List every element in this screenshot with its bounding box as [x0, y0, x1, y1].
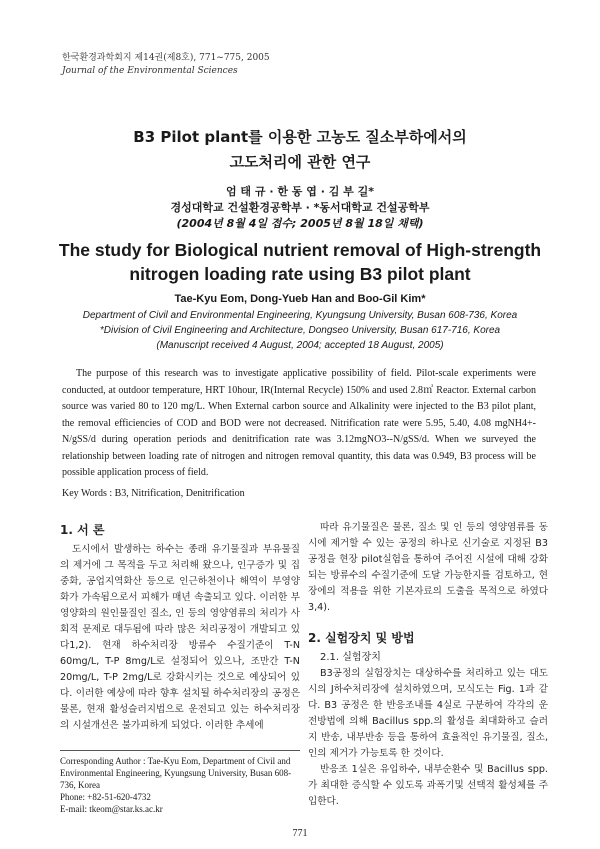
english-authors: Tae-Kyu Eom, Dong-Yueb Han and Boo-Gil Kim*	[174, 293, 426, 305]
english-received-date: (Manuscript received 4 August, 2004; accepted 18 August, 2005)	[156, 340, 444, 351]
journal-header	[62, 52, 270, 78]
section-1-text: 도시에서 발생하는 하수는 종래 유기물질과 부유물질의 제거에 그 목적을 두고 처리해 왔으나, 인구증가 및 집중화, 공업지역화산 등으로 인근하천이나 해역이 부영양화가 가속됨으로서 피해가 매년 속출되고 있다. 이러한 부영양화의 원인물질인 질소, 인 등의 영양염류의 처리가 사회적 문제로 대두됨에 따라 많은 처리공정이 개발되고 있다1,2). 현재 하수처리장 방류수 수질기준이 T-N 60mg/L, T-P 8mg/L로 설정되어 있으나, 조만간 T-N 20mg/L, T-P 2mg/L로 강화시키는 것으로 예상되어 있다. 이러한 예상에 따라 향후 설치될 하수처리장의 공정은 물론, 현재 활성슬러지법으로 운전되고 있는 하수처리장의 시설개선은 불가피하게 되었다. 이러한 추세에	[60, 544, 300, 731]
footnote-phone: Phone: +82-51-620-4732	[60, 792, 151, 802]
english-title-line-1: The study for Biological nutrient removal of High-strength	[58, 240, 542, 260]
korean-title-line-2: 고도처리에 관한 연구	[229, 153, 371, 171]
korean-author-block	[40, 184, 560, 232]
intro-continuation: 따라 유기물질은 물론, 질소 및 인 등의 영양염류를 동시에 제거할 수 있는 공정의 하나로 신기술로 지정된 B3 공정을 현장 pilot실험을 통하여 주어진 시설에 대해 강화되는 방류수의 수질기준에 도달 가능한지를 검토하고, 현장에의 적용을 위한 기본자료의 도출을 목적으로 하였다3,4).	[308, 522, 548, 613]
journal-name: Journal of the Environmental Sciences	[62, 66, 238, 76]
korean-received-date: (2004년 8월 4일 접수; 2005년 8월 18일 채택)	[176, 217, 424, 230]
keywords: Key Words : B3, Nitrification, Denitrification	[62, 488, 245, 499]
section-2-1-text-2: 반응조 1실은 유입하수, 내부순환수 및 Bacillus spp.가 최대한 증식할 수 있도록 과폭기및 선택적 활성체를 주입한다.	[308, 764, 548, 807]
english-affiliation-2: *Division of Civil Engineering and Architecture, Dongseo University, Busan 617-716, Korea	[99, 325, 501, 336]
left-column	[60, 520, 300, 734]
page-number: 771	[292, 828, 308, 839]
abstract: The purpose of this research was to investigate applicative possibility of field. Pilot-scale experiments were conducted, at outdoor temperature, HRT 10hour, IR(Internal Recycle) 150% and used 2.8㎥ Reactor. External carbon source was varied 80 to 120 mg/L. When External carbon source and Alkalinity were injected to the B3 pilot plant, the removal efficiencies of COD and BOD were not decreased. Nitrification rate were 5.95, 5.40, 4.08 mgNH4+-N/gSS/d during operation periods and denitrification rate was 3.12mgNO3--N/gSS/d. When we surveyed the relationship between loading rate of nitrogen and nitrogen removal quantity, this data was 0.949, B3 process will be possible application process of field.	[62, 368, 536, 478]
footnote-email: E-mail: tkeom@star.ks.ac.kr	[60, 804, 163, 814]
right-column	[308, 520, 548, 810]
journal-citation: 한국환경과학회지 제14권(제8호), 771~775, 2005	[62, 53, 270, 63]
footnote-author: Corresponding Author : Tae-Kyu Eom, Department of Civil and Environmental Engineering, Kyungsung University, Busan 608-736, Korea	[60, 756, 292, 790]
english-affiliation-1: Department of Civil and Environmental Engineering, Kyungsung University, Busan 608-736, Korea	[82, 310, 518, 321]
korean-affiliation: 경성대학교 건설환경공학부 · *동서대학교 건설공학부	[170, 201, 430, 214]
english-title	[30, 238, 570, 286]
korean-title	[40, 125, 560, 175]
korean-title-line-1: B3 Pilot plant를 이용한 고농도 질소부하에서의	[133, 128, 467, 146]
english-author-block	[30, 291, 570, 353]
english-title-line-2: nitrogen loading rate using B3 pilot plant	[129, 264, 471, 284]
section-1-heading: 1. 서 론	[60, 523, 105, 537]
korean-authors: 엄 태 규 · 한 동 엽 · 김 부 길*	[225, 185, 375, 198]
section-2-heading: 2. 실험장치 및 방법	[308, 631, 415, 645]
corresponding-author-footnote	[60, 750, 300, 815]
section-2-1-text: B3공정의 실험장치는 대상하수를 처리하고 있는 대도시의 J하수처리장에 설치하였으며, 모식도는 Fig. 1과 같다. B3 공정은 한 반응조내를 4실로 구분하여 각각의 운전방법에 의해 Bacillus spp.의 활성을 최대화하고 슬러지 반송, 내부반송 등을 통하여 효율적인 유기물질, 질소, 인의 제거가 가능토록 한 것이다.	[308, 668, 548, 759]
section-2-1-heading: 2.1. 실험장치	[320, 652, 381, 663]
